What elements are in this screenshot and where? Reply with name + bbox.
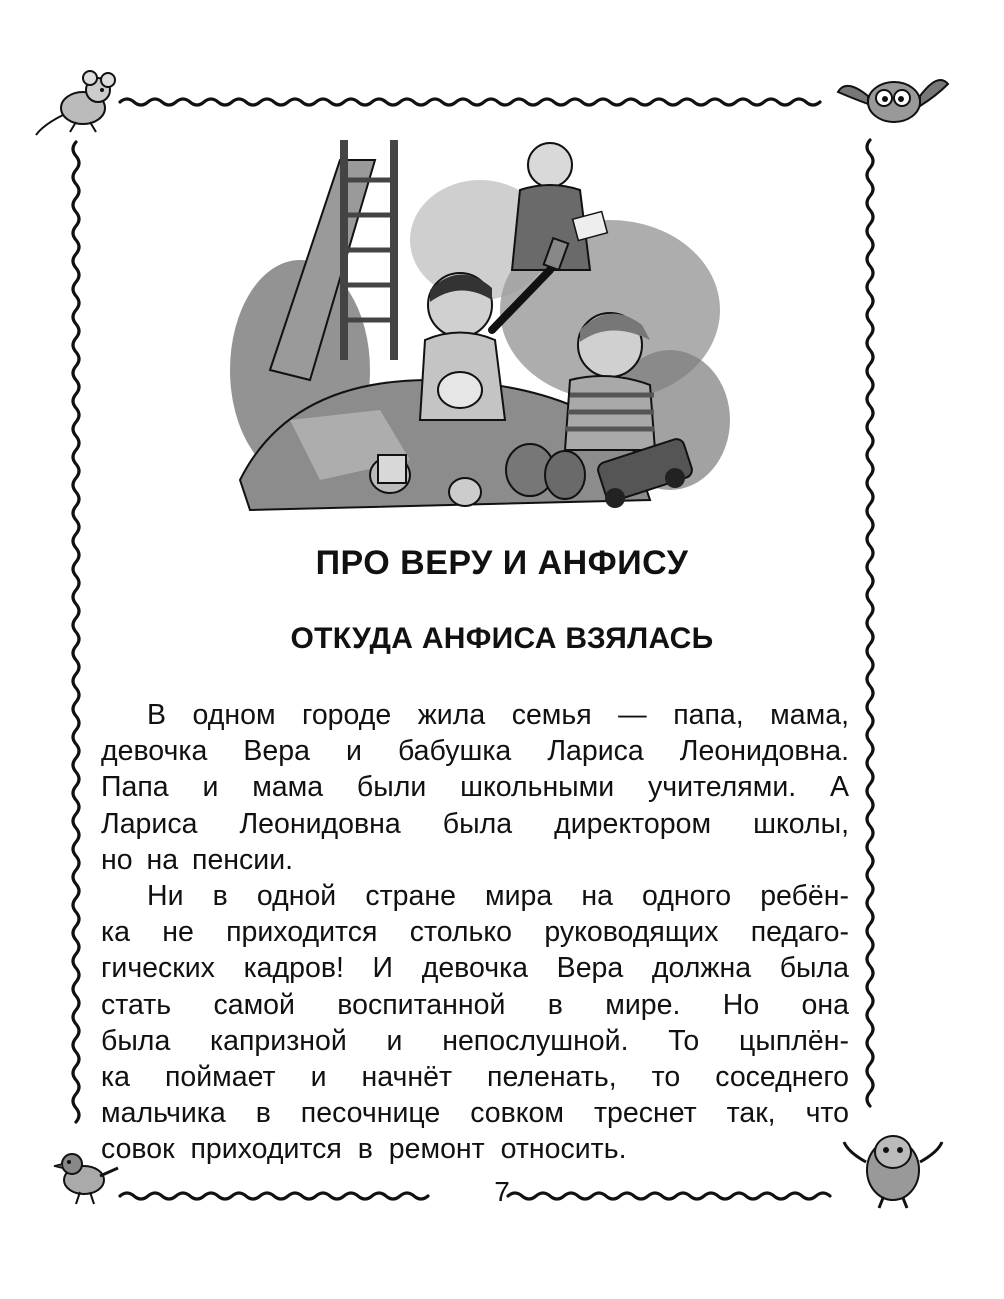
text-line: была капризной и непослушной. То цыплён- [101,1024,849,1057]
text-line: стать самой воспитанной в мире. Но она [101,988,849,1021]
text-line: девочка Вера и бабушка Лариса Леонидовна. [101,735,849,768]
text-line: Ни в одной стране мира на одного ребён- [147,880,849,913]
paragraph [101,878,849,1168]
top-border-wave [120,99,820,105]
chapter-title: ОТКУДА АНФИСА ВЗЯЛАСЬ [290,622,714,655]
grandmother-icon [528,143,572,187]
story-title: ПРО ВЕРУ И АНФИСУ [315,544,689,582]
text-line: но на пенсии. [101,843,294,876]
text-line: Папа и мама были школьными учителями. А [101,771,849,804]
page-number: 7 [494,1176,510,1207]
text-line: ка поймает и начнёт пеленать, то соседнего [101,1061,849,1094]
owl-icon [832,62,952,134]
text-line: ка не приходится столько руководящих педаго- [101,916,849,949]
text-line: В одном городе жила семья — папа, мама, [147,699,849,731]
text-line: Лариса Леонидовна была директором школы, [101,807,849,840]
text-line: совок приходится в ремонт относить. [101,1133,627,1166]
mouse-icon [28,60,138,140]
text-line: мальчика в песочнице совком треснет так, что [101,1097,849,1130]
text-line: гических кадров! И девочка Вера должна была [101,952,849,985]
story-text [101,697,849,1168]
paragraph [101,697,849,878]
story-illustration [230,120,730,530]
